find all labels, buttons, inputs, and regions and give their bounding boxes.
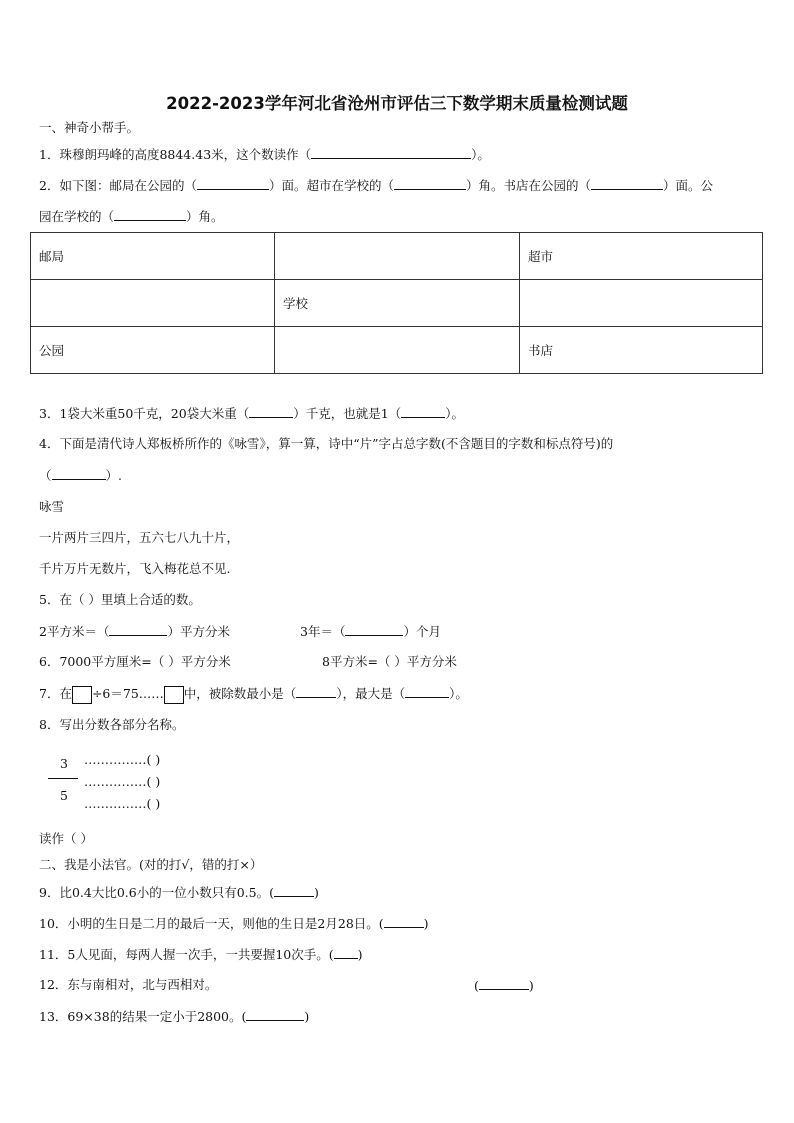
answer-blank[interactable] xyxy=(296,685,336,698)
poem-line: 一片两片三四片，五六七八九十片， xyxy=(39,530,240,545)
question-7-text-d: ），最大是（ xyxy=(336,686,406,701)
answer-blank[interactable] xyxy=(591,177,663,190)
question-7-text-a: 7．在 xyxy=(39,686,72,701)
question-7 xyxy=(39,685,468,704)
fraction-denominator: 5 xyxy=(60,788,68,803)
question-4-end: ）. xyxy=(105,468,122,483)
question-10-text: 10．小明的生日是二月的最后一天，则他的生日是2月28日。( xyxy=(39,916,384,931)
grid-cell-post-office: 邮局 xyxy=(31,233,275,280)
question-5-a xyxy=(39,623,230,640)
question-12-paren: ( xyxy=(474,978,479,993)
question-4: 4．下面是清代诗人郑板桥所作的《咏雪》，算一算，诗中“片”字占总字数(不含题目的字数和标点符号)的 xyxy=(39,436,614,451)
question-2 xyxy=(39,177,713,194)
question-9-text: 9．比0.4大比0.6小的一位小数只有0.5。( xyxy=(39,885,274,900)
location-grid xyxy=(30,232,763,374)
answer-blank[interactable] xyxy=(197,177,269,190)
answer-blank[interactable] xyxy=(52,467,106,480)
table-row xyxy=(31,280,763,327)
question-9 xyxy=(39,884,319,901)
question-12-answer xyxy=(474,977,534,994)
grid-cell-supermarket: 超市 xyxy=(520,233,763,280)
grid-cell xyxy=(31,280,275,327)
question-5-b xyxy=(300,623,441,640)
question-2-text-f: ）角。 xyxy=(186,209,224,224)
question-10 xyxy=(39,915,429,932)
question-4-cont xyxy=(39,467,122,484)
fraction-numerator: 3 xyxy=(60,756,68,771)
denominator-label-row[interactable]: ……………( ) xyxy=(84,796,161,811)
question-6-b: 8平方米=（ ）平方分米 xyxy=(322,654,457,669)
grid-cell xyxy=(275,233,520,280)
answer-blank[interactable] xyxy=(249,405,293,418)
fraction-bar xyxy=(48,778,78,779)
poem-line: 千片万片无数片，飞入梅花总不见. xyxy=(39,561,231,576)
question-5: 5．在（ ）里填上合适的数。 xyxy=(39,592,201,607)
poem-title: 咏雪 xyxy=(39,499,65,514)
answer-blank[interactable] xyxy=(401,405,445,418)
question-7-text-e: ）。 xyxy=(449,686,468,701)
question-13 xyxy=(39,1008,309,1025)
answer-blank[interactable] xyxy=(334,946,358,959)
remainder-box[interactable] xyxy=(164,686,184,704)
question-2-text-d: ）面。公 xyxy=(663,178,714,193)
question-5-b-end: ）个月 xyxy=(403,624,441,639)
fraction-diagram xyxy=(48,752,248,812)
question-1 xyxy=(39,146,490,163)
answer-blank[interactable] xyxy=(274,884,314,897)
question-7-text-c: 中，被除数最小是（ xyxy=(183,686,297,701)
answer-blank[interactable] xyxy=(394,177,466,190)
question-2-text-b: ）面。超市在学校的（ xyxy=(268,178,394,193)
question-11-text: 11．5人见面，每两人握一次手，一共要握10次手。( xyxy=(39,947,334,962)
question-13-end: ) xyxy=(304,1009,310,1024)
grid-cell-bookstore: 书店 xyxy=(520,327,763,374)
question-3 xyxy=(39,405,464,422)
grid-cell-school: 学校 xyxy=(275,280,520,327)
question-5-b-text: 3年＝（ xyxy=(300,624,346,639)
question-1-text: 1．珠穆朗玛峰的高度8844.43米，这个数读作（ xyxy=(39,147,312,162)
grid-cell-park: 公园 xyxy=(31,327,275,374)
question-2-text-e: 园在学校的（ xyxy=(39,209,115,224)
question-6-a: 6．7000平方厘米=（ ）平方分米 xyxy=(39,654,231,669)
answer-blank[interactable] xyxy=(405,685,449,698)
page-title: 2022-2023学年河北省沧州市评估三下数学期末质量检测试题 xyxy=(166,94,628,113)
answer-blank[interactable] xyxy=(246,1008,304,1021)
question-5-a-text: 2平方米＝（ xyxy=(39,624,110,639)
grid-cell xyxy=(520,280,763,327)
question-3-text-c: ）。 xyxy=(445,406,464,421)
question-11-end: ) xyxy=(357,947,363,962)
question-8: 8．写出分数各部分名称。 xyxy=(39,717,185,732)
question-4-paren: （ xyxy=(39,468,52,483)
answer-blank[interactable] xyxy=(311,146,471,159)
answer-blank[interactable] xyxy=(384,915,424,928)
table-row xyxy=(31,327,763,374)
answer-blank[interactable] xyxy=(479,977,529,990)
question-2-text-c: ）角。书店在公园的（ xyxy=(465,178,591,193)
numerator-label-row[interactable]: ……………( ) xyxy=(84,752,161,767)
question-3-text-b: ）千克，也就是1（ xyxy=(293,406,402,421)
table-row xyxy=(31,233,763,280)
question-11 xyxy=(39,946,363,963)
question-10-end: ) xyxy=(423,916,429,931)
question-12: 12．东与南相对，北与西相对。 xyxy=(39,977,218,992)
question-2-text-a: 2．如下图：邮局在公园的（ xyxy=(39,178,197,193)
question-12-end: ) xyxy=(528,978,534,993)
answer-blank[interactable] xyxy=(345,623,403,636)
question-3-text-a: 3．1袋大米重50千克，20袋大米重（ xyxy=(39,406,250,421)
answer-blank[interactable] xyxy=(114,208,186,221)
answer-blank[interactable] xyxy=(109,623,167,636)
question-7-text-b: ÷6＝75…… xyxy=(91,686,164,701)
question-13-text: 13．69×38的结果一定小于2800。( xyxy=(39,1009,247,1024)
grid-cell xyxy=(275,327,520,374)
section-heading-2: 二、我是小法官。(对的打√，错的打×） xyxy=(39,857,263,872)
question-2-cont xyxy=(39,208,224,225)
question-9-end: ) xyxy=(313,885,319,900)
read-as: 读作（ ） xyxy=(39,831,93,846)
section-heading-1: 一、神奇小帮手。 xyxy=(39,120,140,135)
question-5-a-end: ）平方分米 xyxy=(167,624,230,639)
question-1-end: ）。 xyxy=(471,147,490,162)
dividend-box[interactable] xyxy=(72,686,92,704)
bar-label-row[interactable]: ……………( ) xyxy=(84,774,161,789)
